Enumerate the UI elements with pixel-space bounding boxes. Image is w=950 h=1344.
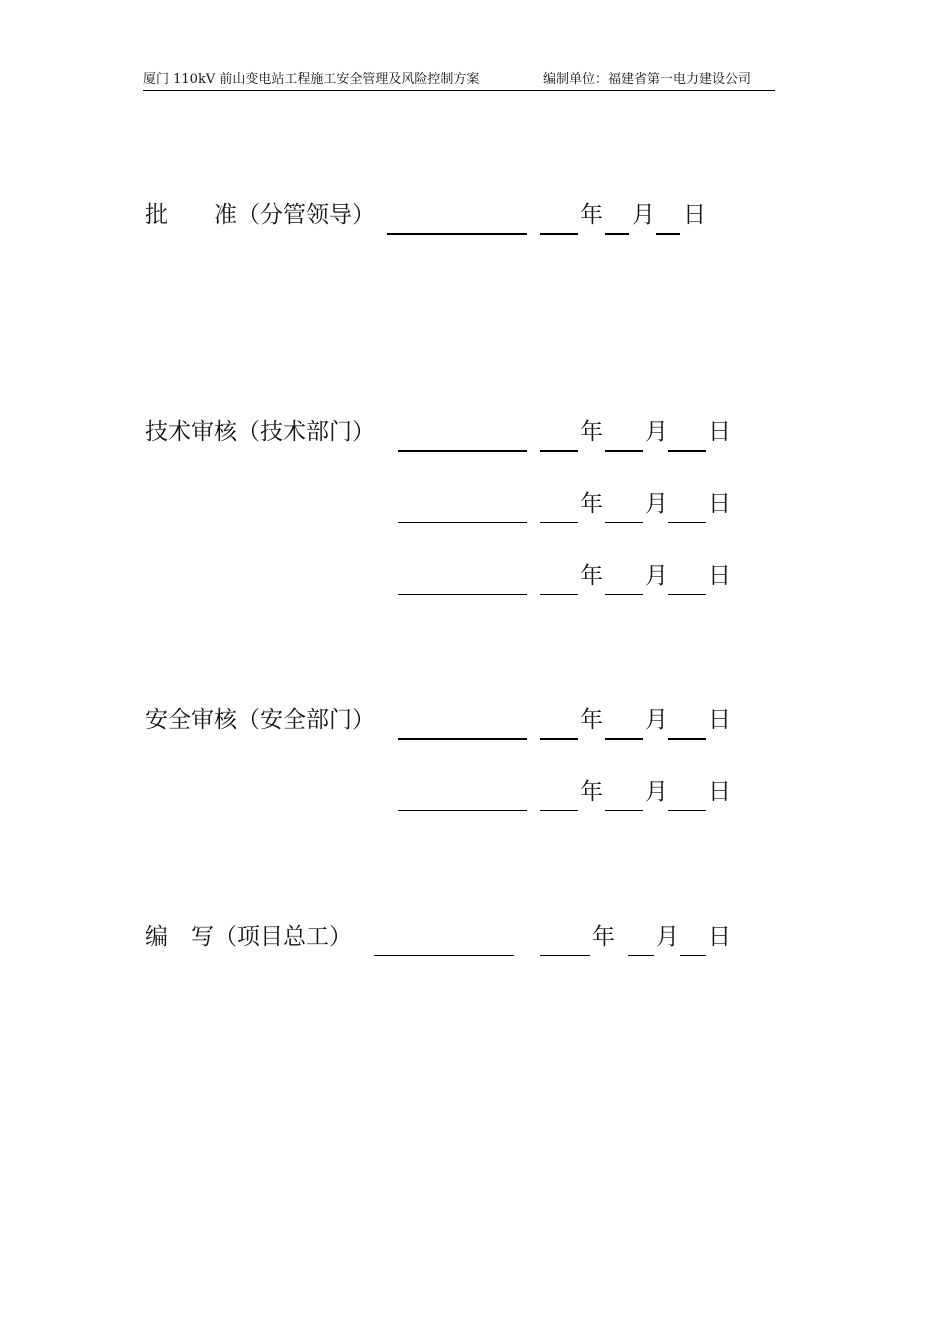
month-unit: 月 — [645, 419, 668, 445]
safety-review-row-2 — [0, 772, 950, 812]
author-month-blank[interactable] — [628, 955, 654, 956]
month-unit: 月 — [645, 779, 668, 805]
year-unit: 年 — [580, 563, 603, 589]
tech-review-3-signature-blank[interactable] — [398, 594, 527, 595]
safety-review-year-blank[interactable] — [540, 738, 578, 740]
year-unit: 年 — [580, 202, 603, 228]
day-unit: 日 — [708, 419, 731, 445]
tech-review-day-blank[interactable] — [668, 450, 706, 452]
approval-label: 批 准（分管领导） — [145, 202, 375, 228]
tech-review-signature-blank[interactable] — [398, 450, 527, 452]
tech-review-row-3 — [0, 556, 950, 596]
safety-review-2-day-blank[interactable] — [668, 810, 706, 811]
approval-signature-blank[interactable] — [387, 233, 527, 235]
tech-review-row-2 — [0, 484, 950, 524]
year-unit: 年 — [580, 491, 603, 517]
tech-review-label: 技术审核（技术部门） — [145, 419, 375, 445]
approval-day-blank[interactable] — [656, 233, 680, 235]
approval-month-blank[interactable] — [605, 233, 629, 235]
safety-review-signature-blank[interactable] — [398, 738, 527, 740]
tech-review-3-day-blank[interactable] — [668, 594, 706, 595]
day-unit: 日 — [683, 202, 706, 228]
day-unit: 日 — [708, 924, 731, 950]
tech-review-month-blank[interactable] — [605, 450, 643, 452]
author-day-blank[interactable] — [680, 955, 706, 956]
author-label: 编 写（项目总工） — [145, 924, 352, 950]
day-unit: 日 — [708, 707, 731, 733]
tech-review-year-blank[interactable] — [540, 450, 578, 452]
month-unit: 月 — [645, 491, 668, 517]
tech-review-row — [0, 412, 950, 452]
safety-review-2-month-blank[interactable] — [605, 810, 643, 811]
tech-review-2-month-blank[interactable] — [605, 522, 643, 523]
running-header — [143, 70, 775, 91]
month-unit: 月 — [645, 707, 668, 733]
header-title: 厦门 110kV 前山变电站工程施工安全管理及风险控制方案 — [143, 72, 480, 87]
day-unit: 日 — [708, 491, 731, 517]
safety-review-2-signature-blank[interactable] — [398, 810, 527, 811]
tech-review-2-signature-blank[interactable] — [398, 522, 527, 523]
year-unit: 年 — [580, 779, 603, 805]
year-unit: 年 — [580, 707, 603, 733]
month-unit: 月 — [656, 924, 679, 950]
day-unit: 日 — [708, 563, 731, 589]
safety-review-row — [0, 700, 950, 740]
author-year-blank[interactable] — [540, 955, 590, 956]
tech-review-3-year-blank[interactable] — [540, 594, 578, 595]
approval-year-blank[interactable] — [540, 233, 578, 235]
day-unit: 日 — [708, 779, 731, 805]
tech-review-2-year-blank[interactable] — [540, 522, 578, 523]
safety-review-2-year-blank[interactable] — [540, 810, 578, 811]
author-signature-blank[interactable] — [374, 955, 514, 956]
tech-review-3-month-blank[interactable] — [605, 594, 643, 595]
month-unit: 月 — [632, 202, 655, 228]
month-unit: 月 — [645, 563, 668, 589]
safety-review-day-blank[interactable] — [668, 738, 706, 740]
author-row — [0, 917, 950, 957]
approval-row — [0, 195, 950, 235]
header-org: 编制单位：福建省第一电力建设公司 — [543, 72, 752, 87]
safety-review-month-blank[interactable] — [605, 738, 643, 740]
year-unit: 年 — [592, 924, 615, 950]
safety-review-label: 安全审核（安全部门） — [145, 707, 375, 733]
year-unit: 年 — [580, 419, 603, 445]
tech-review-2-day-blank[interactable] — [668, 522, 706, 523]
